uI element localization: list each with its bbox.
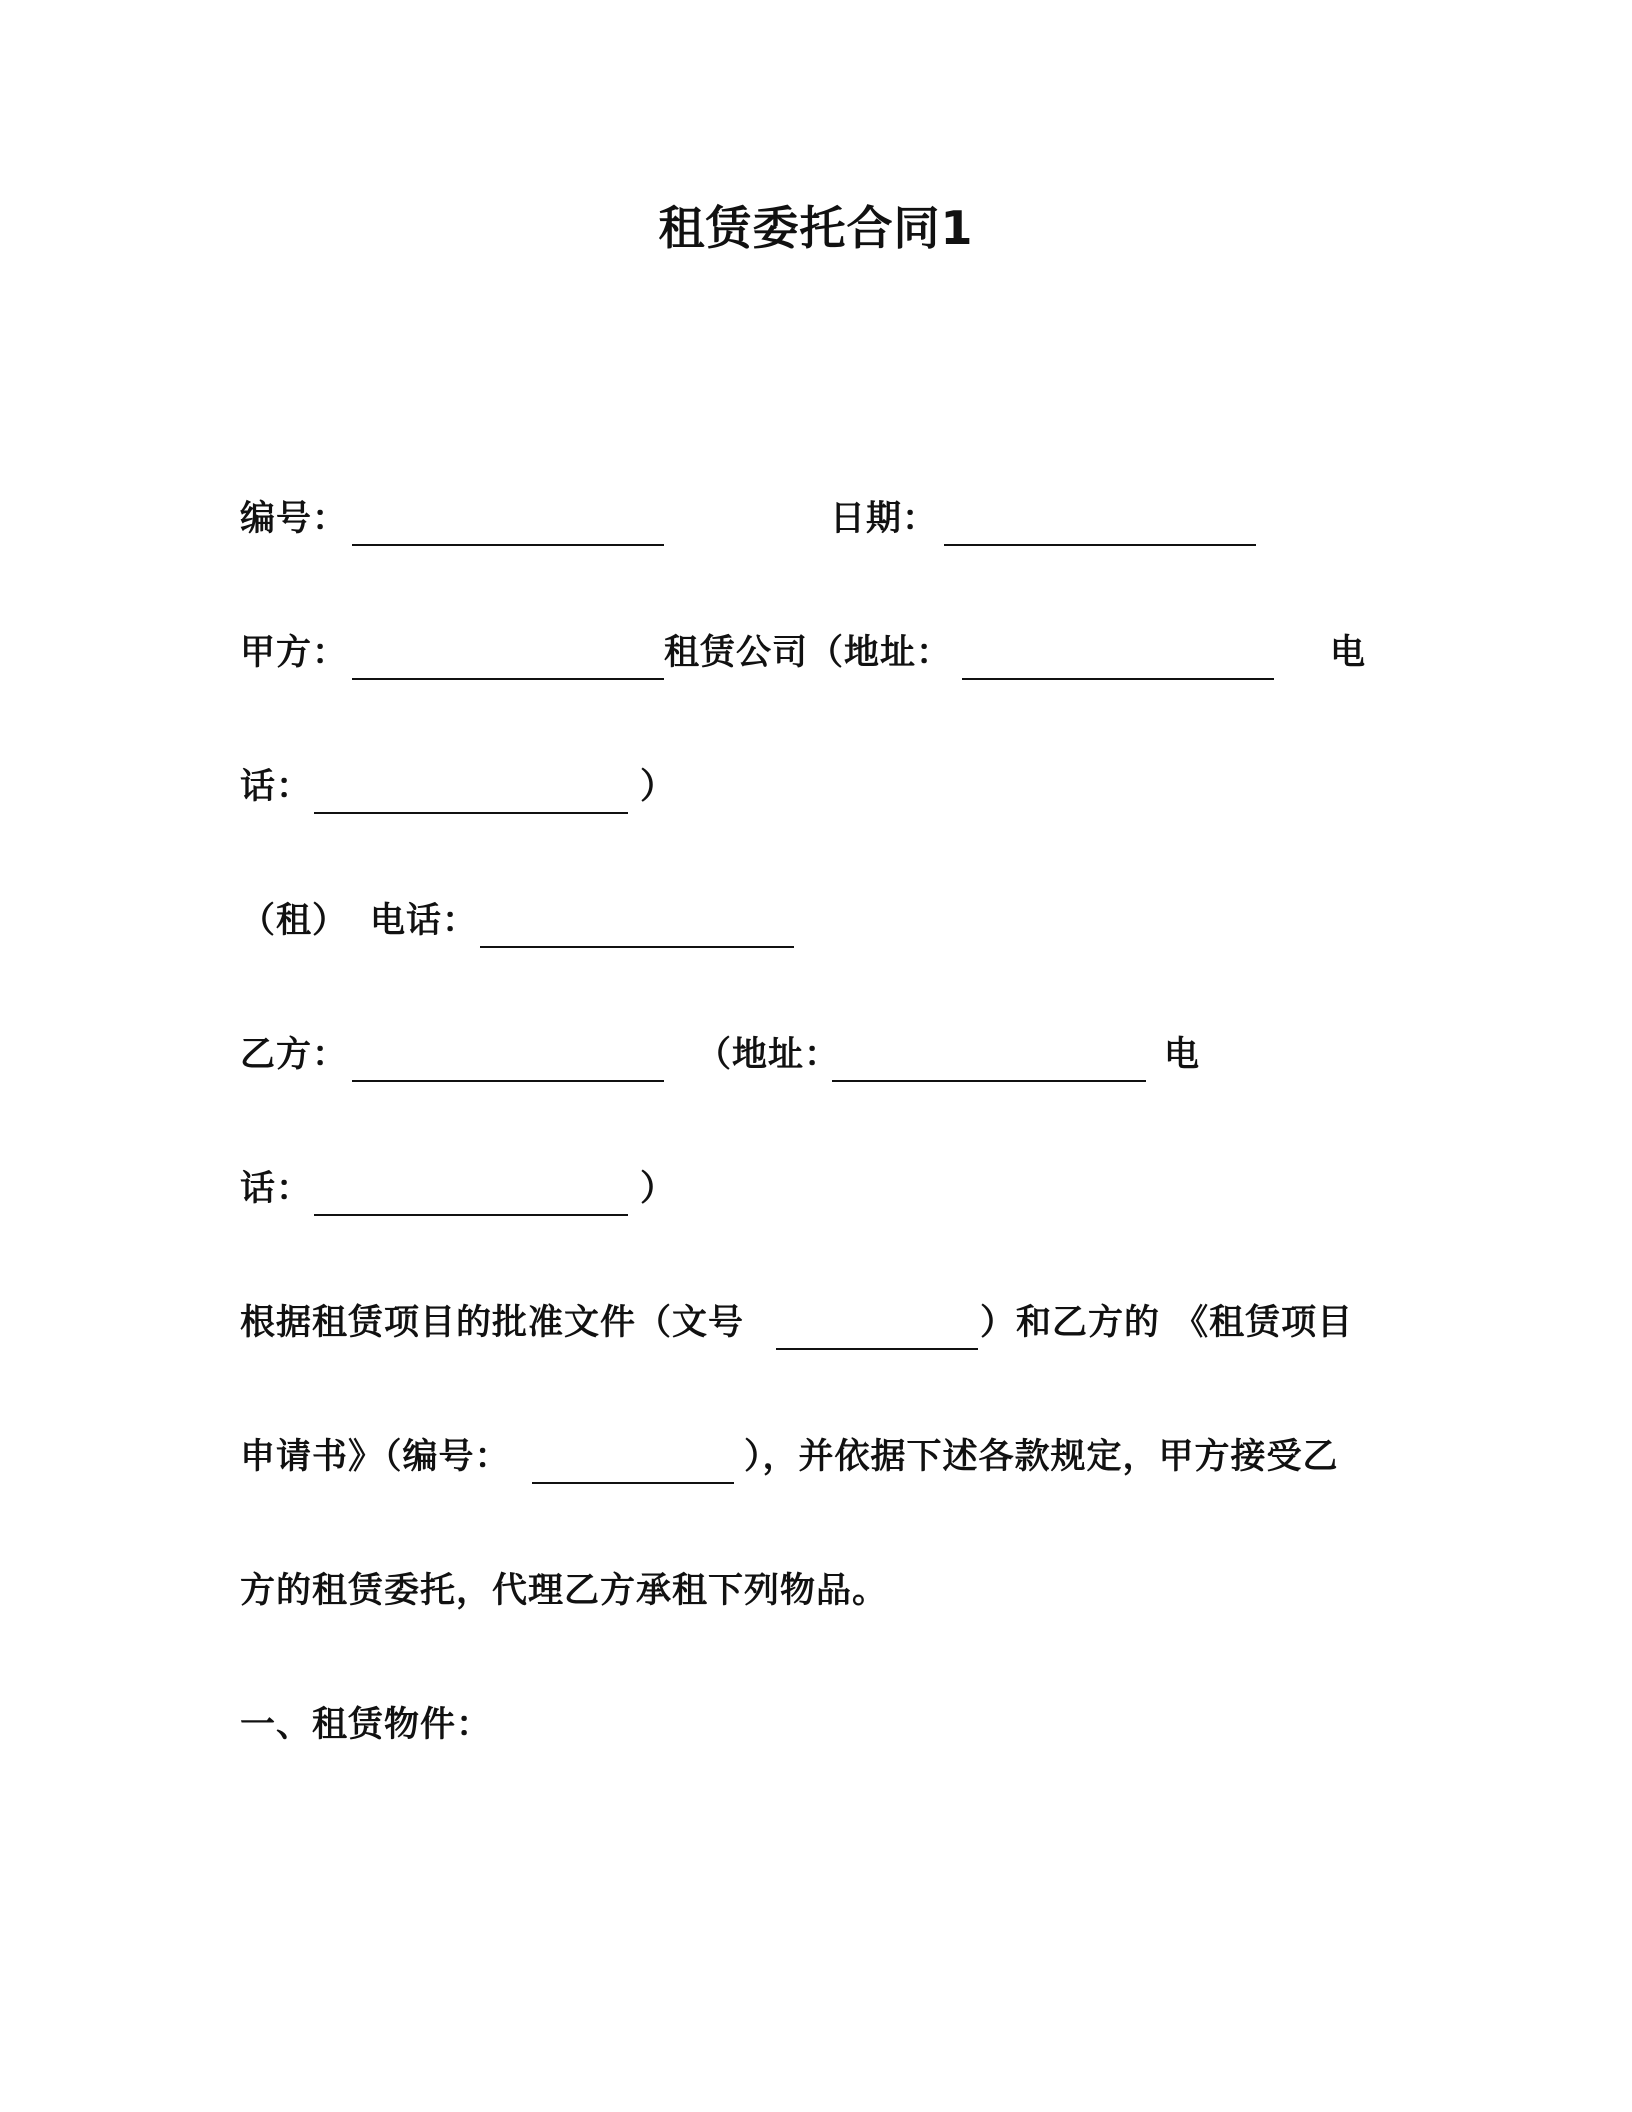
- paragraph-text-1b: ）和乙方的 《租赁项目: [980, 1303, 1354, 1343]
- party-a-phone-blank[interactable]: [314, 760, 628, 814]
- number-blank[interactable]: [352, 492, 664, 546]
- section-1-heading: 一、租赁物件：: [240, 1705, 493, 1745]
- number-label: 编号：: [240, 499, 349, 539]
- rent-phone-label: 电话：: [370, 901, 479, 941]
- party-b-phone-label-part2: 话：: [240, 1169, 313, 1209]
- paragraph-text-1a: 根据租赁项目的批准文件（文号: [240, 1303, 745, 1343]
- party-a-label: 甲方：: [240, 633, 349, 673]
- party-a-phone-label-part2: 话：: [240, 767, 313, 807]
- paragraph-text-2b: ），并依据下述各款规定，甲方接受乙: [744, 1437, 1339, 1477]
- company-address-label: 租赁公司（地址：: [664, 633, 953, 673]
- party-b-address-label: （地址：: [696, 1035, 841, 1075]
- date-label: 日期：: [830, 499, 939, 539]
- party-a-close-paren: ）: [640, 767, 677, 807]
- party-a-phone-label-part1: 电: [1330, 633, 1367, 673]
- approval-doc-number-blank[interactable]: [776, 1296, 978, 1350]
- party-b-phone-label-part1: 电: [1164, 1035, 1201, 1075]
- rent-phone-blank[interactable]: [480, 894, 794, 948]
- rent-label: （租）: [240, 901, 349, 941]
- party-b-phone-blank[interactable]: [314, 1162, 628, 1216]
- party-b-address-blank[interactable]: [832, 1028, 1146, 1082]
- paragraph-text-2a: 申请书》（编号：: [240, 1437, 511, 1477]
- application-number-blank[interactable]: [532, 1430, 734, 1484]
- party-b-close-paren: ）: [640, 1169, 677, 1209]
- document-title: 租赁委托合同1: [658, 201, 974, 255]
- party-b-label: 乙方：: [240, 1035, 349, 1075]
- party-a-name-blank[interactable]: [352, 626, 664, 680]
- date-blank[interactable]: [944, 492, 1256, 546]
- party-b-name-blank[interactable]: [352, 1028, 664, 1082]
- paragraph-text-3: 方的租赁委托，代理乙方承租下列物品。: [240, 1571, 889, 1611]
- party-a-address-blank[interactable]: [962, 626, 1274, 680]
